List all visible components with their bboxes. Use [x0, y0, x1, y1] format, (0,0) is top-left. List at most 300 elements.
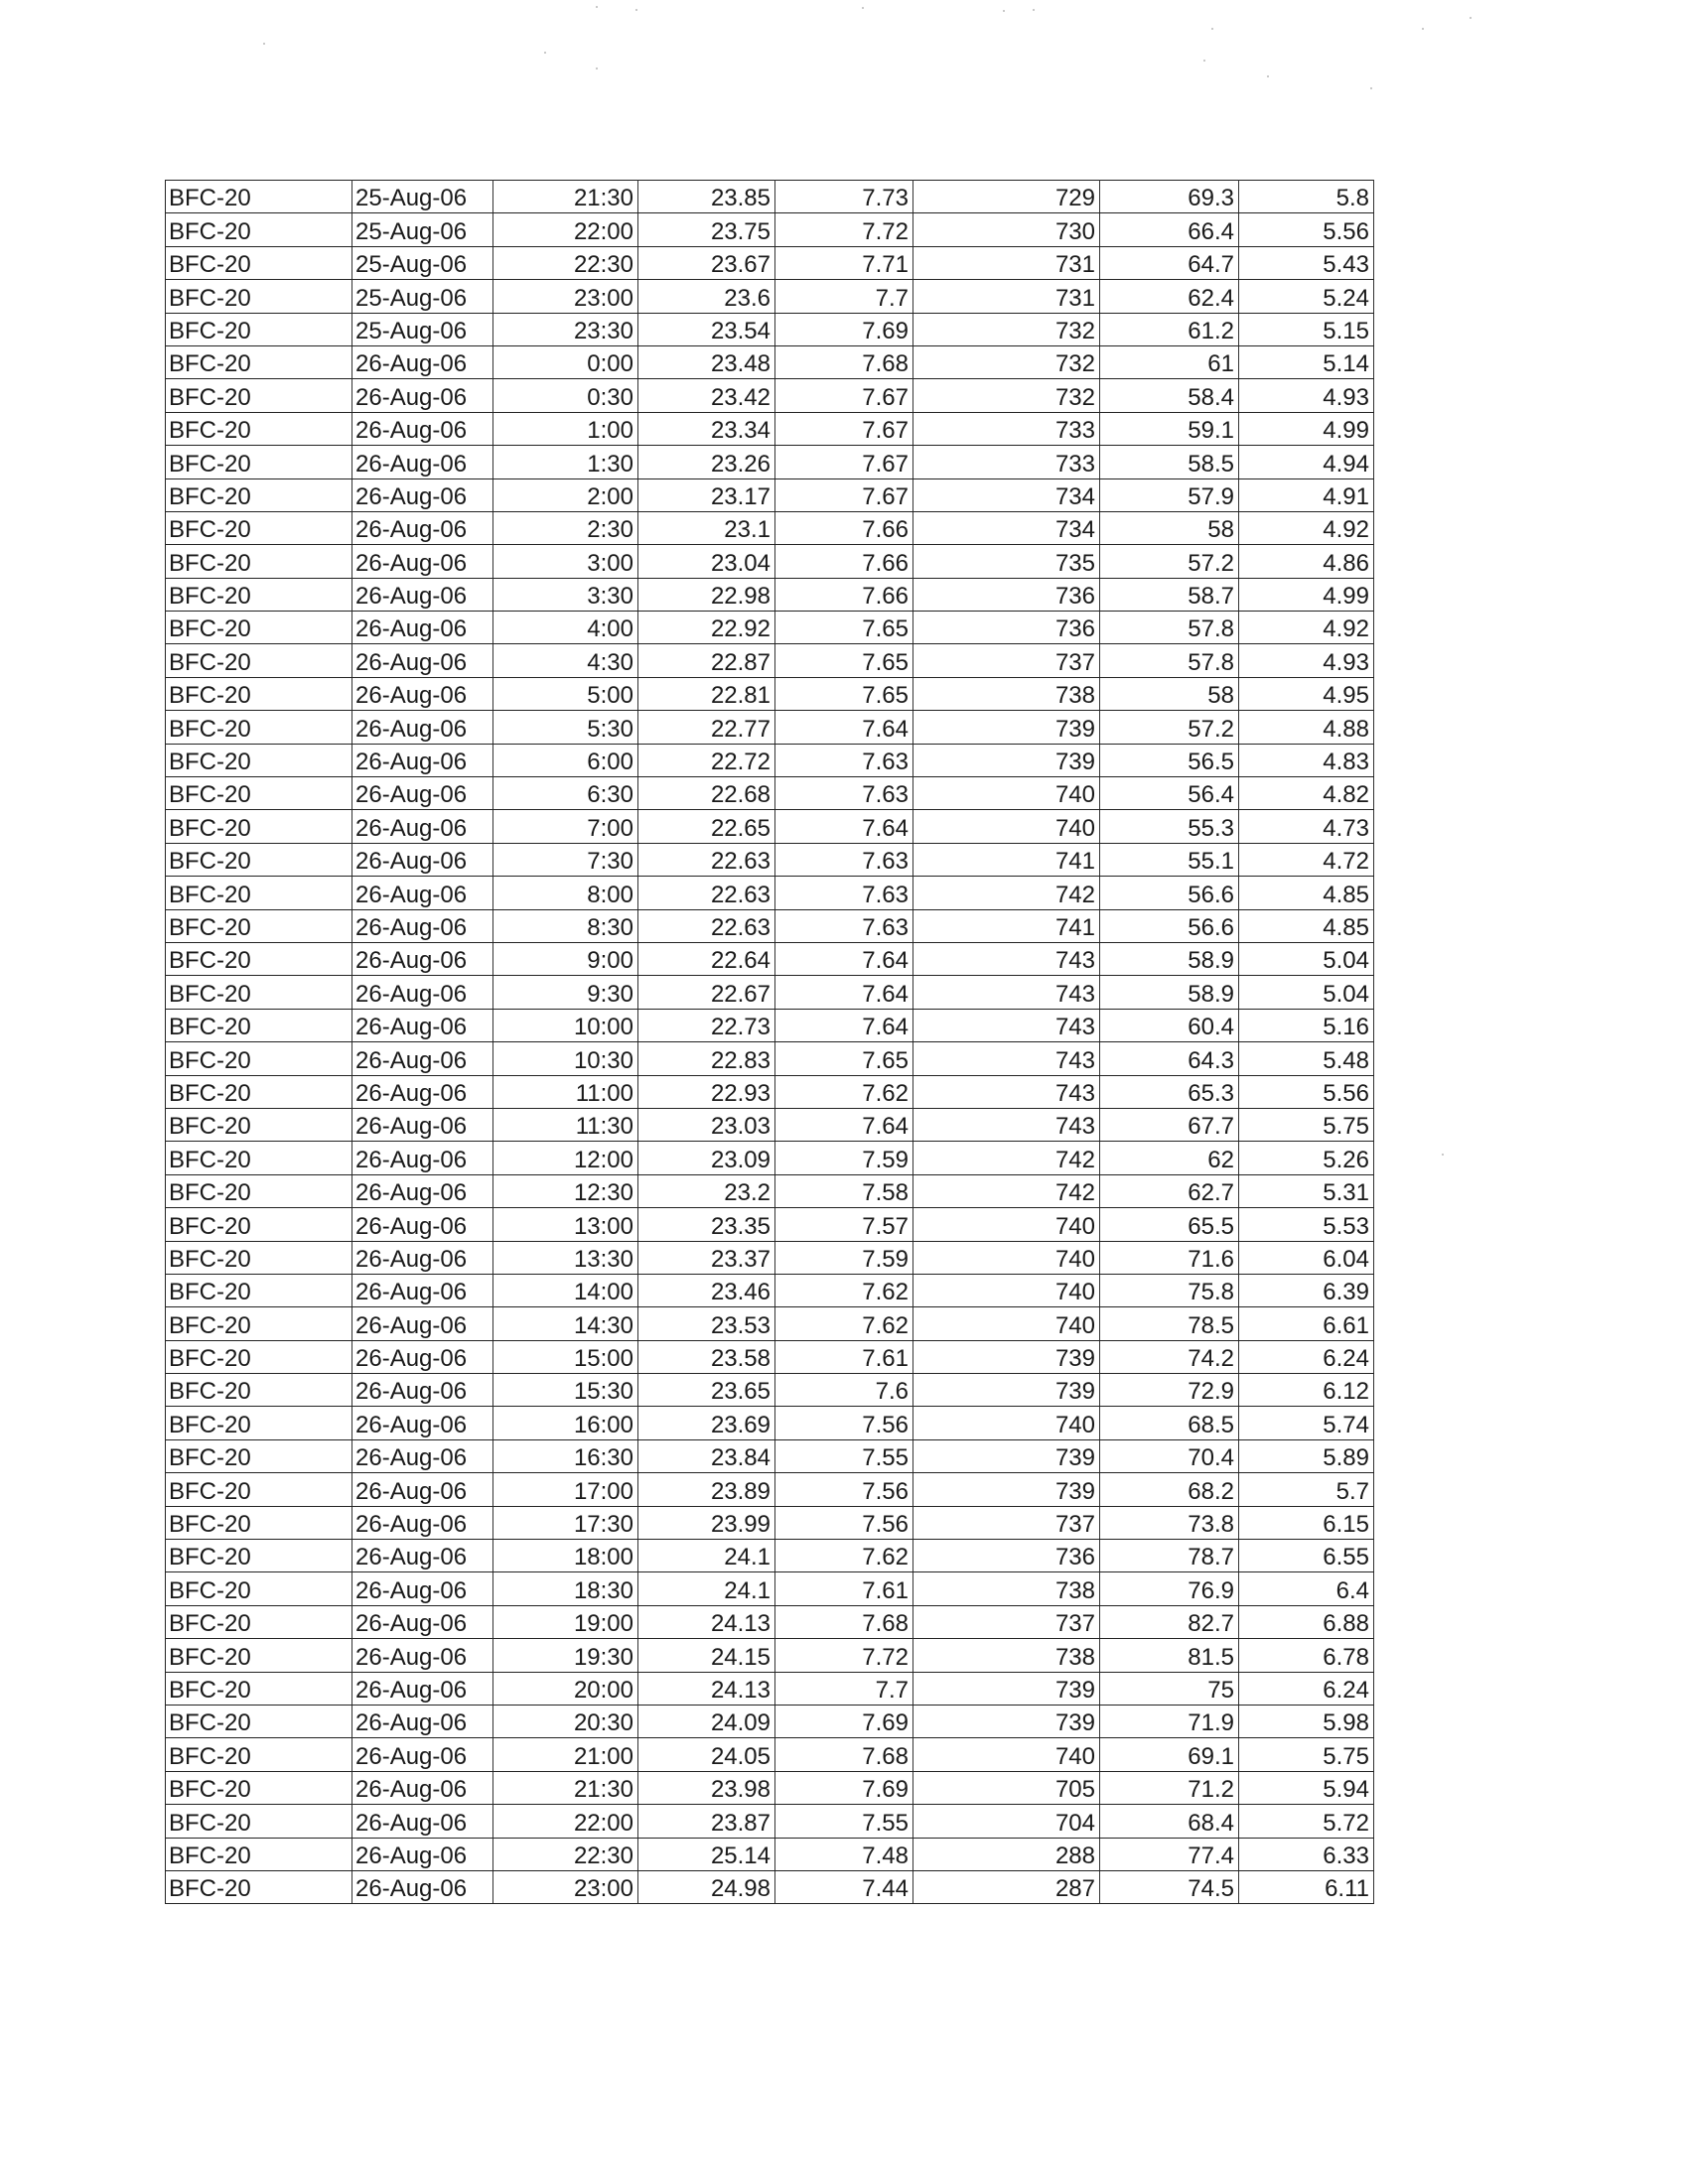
temperature-cell: 23.35: [638, 1208, 775, 1241]
date-cell: 25-Aug-06: [352, 246, 493, 279]
table-row: [166, 313, 1374, 345]
time-cell: 2:30: [493, 511, 638, 544]
time-cell: 16:30: [493, 1439, 638, 1472]
percent-saturation-cell: 74.2: [1100, 1340, 1239, 1373]
time-cell: 2:00: [493, 478, 638, 511]
time-cell: 17:00: [493, 1473, 638, 1506]
dissolved-oxygen-cell: 6.24: [1239, 1672, 1374, 1705]
date-cell: 26-Aug-06: [352, 1241, 493, 1274]
table-row: [166, 843, 1374, 876]
table-row: [166, 644, 1374, 677]
dissolved-oxygen-cell: 4.94: [1239, 446, 1374, 478]
station-id-cell: BFC-20: [166, 677, 352, 710]
time-cell: 17:30: [493, 1506, 638, 1539]
date-cell: 26-Aug-06: [352, 711, 493, 744]
date-cell: 26-Aug-06: [352, 446, 493, 478]
temperature-cell: 23.48: [638, 345, 775, 378]
percent-saturation-cell: 58: [1100, 511, 1239, 544]
temperature-cell: 23.37: [638, 1241, 775, 1274]
temperature-cell: 23.67: [638, 246, 775, 279]
temperature-cell: 23.26: [638, 446, 775, 478]
temperature-cell: 24.15: [638, 1639, 775, 1672]
conductivity-cell: 741: [913, 843, 1100, 876]
percent-saturation-cell: 56.6: [1100, 909, 1239, 942]
date-cell: 26-Aug-06: [352, 1705, 493, 1737]
dissolved-oxygen-cell: 5.7: [1239, 1473, 1374, 1506]
conductivity-cell: 737: [913, 1506, 1100, 1539]
temperature-cell: 24.13: [638, 1605, 775, 1638]
table-row: [166, 744, 1374, 776]
ph-cell: 7.64: [775, 942, 913, 975]
time-cell: 6:30: [493, 777, 638, 810]
temperature-cell: 22.83: [638, 1042, 775, 1075]
date-cell: 26-Aug-06: [352, 1439, 493, 1472]
temperature-cell: 23.58: [638, 1340, 775, 1373]
time-cell: 1:00: [493, 412, 638, 445]
temperature-cell: 22.68: [638, 777, 775, 810]
percent-saturation-cell: 58.7: [1100, 578, 1239, 611]
conductivity-cell: 287: [913, 1870, 1100, 1903]
ph-cell: 7.67: [775, 446, 913, 478]
temperature-cell: 23.09: [638, 1142, 775, 1174]
percent-saturation-cell: 57.2: [1100, 545, 1239, 578]
conductivity-cell: 735: [913, 545, 1100, 578]
time-cell: 22:00: [493, 1805, 638, 1838]
ph-cell: 7.48: [775, 1838, 913, 1870]
table-row: [166, 478, 1374, 511]
ph-cell: 7.72: [775, 1639, 913, 1672]
station-id-cell: BFC-20: [166, 1307, 352, 1340]
date-cell: 25-Aug-06: [352, 313, 493, 345]
date-cell: 26-Aug-06: [352, 1274, 493, 1306]
dissolved-oxygen-cell: 5.26: [1239, 1142, 1374, 1174]
percent-saturation-cell: 65.5: [1100, 1208, 1239, 1241]
table-row: [166, 412, 1374, 445]
ph-cell: 7.67: [775, 379, 913, 412]
table-row: [166, 612, 1374, 644]
station-id-cell: BFC-20: [166, 246, 352, 279]
time-cell: 13:30: [493, 1241, 638, 1274]
temperature-cell: 24.13: [638, 1672, 775, 1705]
table-row: [166, 1639, 1374, 1672]
percent-saturation-cell: 64.7: [1100, 246, 1239, 279]
dissolved-oxygen-cell: 5.31: [1239, 1174, 1374, 1207]
station-id-cell: BFC-20: [166, 1174, 352, 1207]
table-row: [166, 1142, 1374, 1174]
conductivity-cell: 730: [913, 213, 1100, 246]
ph-cell: 7.56: [775, 1407, 913, 1439]
temperature-cell: 24.05: [638, 1738, 775, 1771]
dissolved-oxygen-cell: 4.85: [1239, 909, 1374, 942]
scan-speck: [862, 7, 864, 9]
temperature-cell: 22.65: [638, 810, 775, 843]
percent-saturation-cell: 61.2: [1100, 313, 1239, 345]
dissolved-oxygen-cell: 4.93: [1239, 379, 1374, 412]
date-cell: 26-Aug-06: [352, 345, 493, 378]
percent-saturation-cell: 75.8: [1100, 1274, 1239, 1306]
station-id-cell: BFC-20: [166, 213, 352, 246]
conductivity-cell: 740: [913, 1407, 1100, 1439]
station-id-cell: BFC-20: [166, 843, 352, 876]
ph-cell: 7.57: [775, 1208, 913, 1241]
date-cell: 26-Aug-06: [352, 1572, 493, 1605]
percent-saturation-cell: 73.8: [1100, 1506, 1239, 1539]
ph-cell: 7.64: [775, 1009, 913, 1041]
table-row: [166, 1705, 1374, 1737]
ph-cell: 7.65: [775, 677, 913, 710]
station-id-cell: BFC-20: [166, 744, 352, 776]
time-cell: 21:00: [493, 1738, 638, 1771]
percent-saturation-cell: 71.9: [1100, 1705, 1239, 1737]
table-row: [166, 345, 1374, 378]
dissolved-oxygen-cell: 6.15: [1239, 1506, 1374, 1539]
table-row: [166, 1771, 1374, 1804]
station-id-cell: BFC-20: [166, 446, 352, 478]
date-cell: 26-Aug-06: [352, 877, 493, 909]
percent-saturation-cell: 68.4: [1100, 1805, 1239, 1838]
table-row: [166, 1838, 1374, 1870]
date-cell: 26-Aug-06: [352, 1075, 493, 1108]
station-id-cell: BFC-20: [166, 1241, 352, 1274]
date-cell: 26-Aug-06: [352, 1009, 493, 1041]
scan-speck: [635, 9, 637, 11]
station-id-cell: BFC-20: [166, 1639, 352, 1672]
ph-cell: 7.69: [775, 313, 913, 345]
time-cell: 3:00: [493, 545, 638, 578]
temperature-cell: 25.14: [638, 1838, 775, 1870]
station-id-cell: BFC-20: [166, 1506, 352, 1539]
table-row: [166, 1009, 1374, 1041]
ph-cell: 7.62: [775, 1307, 913, 1340]
dissolved-oxygen-cell: 5.8: [1239, 181, 1374, 213]
conductivity-cell: 743: [913, 942, 1100, 975]
station-id-cell: BFC-20: [166, 1274, 352, 1306]
station-id-cell: BFC-20: [166, 1540, 352, 1572]
station-id-cell: BFC-20: [166, 1009, 352, 1041]
table-row: [166, 677, 1374, 710]
temperature-cell: 24.98: [638, 1870, 775, 1903]
time-cell: 15:00: [493, 1340, 638, 1373]
dissolved-oxygen-cell: 6.4: [1239, 1572, 1374, 1605]
time-cell: 5:00: [493, 677, 638, 710]
table-row: [166, 1540, 1374, 1572]
temperature-cell: 23.54: [638, 313, 775, 345]
ph-cell: 7.69: [775, 1705, 913, 1737]
percent-saturation-cell: 81.5: [1100, 1639, 1239, 1672]
conductivity-cell: 737: [913, 1605, 1100, 1638]
dissolved-oxygen-cell: 6.39: [1239, 1274, 1374, 1306]
time-cell: 4:30: [493, 644, 638, 677]
time-cell: 21:30: [493, 1771, 638, 1804]
table-row: [166, 1407, 1374, 1439]
conductivity-cell: 736: [913, 612, 1100, 644]
measurement-table: [165, 180, 1374, 1904]
conductivity-cell: 740: [913, 810, 1100, 843]
time-cell: 12:30: [493, 1174, 638, 1207]
table-row: [166, 1672, 1374, 1705]
date-cell: 26-Aug-06: [352, 412, 493, 445]
percent-saturation-cell: 66.4: [1100, 213, 1239, 246]
date-cell: 26-Aug-06: [352, 1142, 493, 1174]
date-cell: 26-Aug-06: [352, 478, 493, 511]
percent-saturation-cell: 56.4: [1100, 777, 1239, 810]
ph-cell: 7.55: [775, 1805, 913, 1838]
time-cell: 18:00: [493, 1540, 638, 1572]
table-row: [166, 578, 1374, 611]
conductivity-cell: 740: [913, 777, 1100, 810]
conductivity-cell: 737: [913, 644, 1100, 677]
table-row: [166, 1738, 1374, 1771]
temperature-cell: 23.85: [638, 181, 775, 213]
temperature-cell: 23.1: [638, 511, 775, 544]
date-cell: 26-Aug-06: [352, 1307, 493, 1340]
date-cell: 26-Aug-06: [352, 1042, 493, 1075]
station-id-cell: BFC-20: [166, 942, 352, 975]
percent-saturation-cell: 75: [1100, 1672, 1239, 1705]
table-row: [166, 1241, 1374, 1274]
percent-saturation-cell: 70.4: [1100, 1439, 1239, 1472]
station-id-cell: BFC-20: [166, 711, 352, 744]
ph-cell: 7.63: [775, 909, 913, 942]
date-cell: 26-Aug-06: [352, 1473, 493, 1506]
ph-cell: 7.61: [775, 1572, 913, 1605]
station-id-cell: BFC-20: [166, 1340, 352, 1373]
time-cell: 20:00: [493, 1672, 638, 1705]
station-id-cell: BFC-20: [166, 1805, 352, 1838]
time-cell: 10:00: [493, 1009, 638, 1041]
conductivity-cell: 288: [913, 1838, 1100, 1870]
table-row: [166, 909, 1374, 942]
time-cell: 9:00: [493, 942, 638, 975]
station-id-cell: BFC-20: [166, 877, 352, 909]
conductivity-cell: 729: [913, 181, 1100, 213]
table-row: [166, 446, 1374, 478]
station-id-cell: BFC-20: [166, 412, 352, 445]
station-id-cell: BFC-20: [166, 1108, 352, 1141]
time-cell: 7:30: [493, 843, 638, 876]
table-row: [166, 1805, 1374, 1838]
conductivity-cell: 704: [913, 1805, 1100, 1838]
station-id-cell: BFC-20: [166, 1838, 352, 1870]
conductivity-cell: 742: [913, 877, 1100, 909]
time-cell: 11:30: [493, 1108, 638, 1141]
temperature-cell: 23.46: [638, 1274, 775, 1306]
dissolved-oxygen-cell: 5.75: [1239, 1108, 1374, 1141]
station-id-cell: BFC-20: [166, 777, 352, 810]
percent-saturation-cell: 71.2: [1100, 1771, 1239, 1804]
conductivity-cell: 733: [913, 412, 1100, 445]
station-id-cell: BFC-20: [166, 1042, 352, 1075]
station-id-cell: BFC-20: [166, 1374, 352, 1407]
ph-cell: 7.67: [775, 412, 913, 445]
date-cell: 26-Aug-06: [352, 1870, 493, 1903]
conductivity-cell: 732: [913, 345, 1100, 378]
temperature-cell: 22.63: [638, 909, 775, 942]
ph-cell: 7.61: [775, 1340, 913, 1373]
scan-speck: [1370, 87, 1372, 89]
date-cell: 26-Aug-06: [352, 644, 493, 677]
station-id-cell: BFC-20: [166, 379, 352, 412]
time-cell: 14:30: [493, 1307, 638, 1340]
date-cell: 26-Aug-06: [352, 942, 493, 975]
temperature-cell: 22.67: [638, 976, 775, 1009]
date-cell: 26-Aug-06: [352, 1639, 493, 1672]
dissolved-oxygen-cell: 5.24: [1239, 280, 1374, 313]
date-cell: 26-Aug-06: [352, 511, 493, 544]
date-cell: 26-Aug-06: [352, 1672, 493, 1705]
date-cell: 26-Aug-06: [352, 545, 493, 578]
percent-saturation-cell: 69.1: [1100, 1738, 1239, 1771]
time-cell: 7:00: [493, 810, 638, 843]
percent-saturation-cell: 69.3: [1100, 181, 1239, 213]
ph-cell: 7.65: [775, 1042, 913, 1075]
table-row: [166, 711, 1374, 744]
conductivity-cell: 740: [913, 1241, 1100, 1274]
scan-speck: [263, 43, 265, 45]
table-row: [166, 379, 1374, 412]
table-row: [166, 1340, 1374, 1373]
percent-saturation-cell: 82.7: [1100, 1605, 1239, 1638]
temperature-cell: 23.69: [638, 1407, 775, 1439]
percent-saturation-cell: 56.6: [1100, 877, 1239, 909]
table-row: [166, 1439, 1374, 1472]
ph-cell: 7.65: [775, 644, 913, 677]
time-cell: 5:30: [493, 711, 638, 744]
station-id-cell: BFC-20: [166, 612, 352, 644]
table-row: [166, 1506, 1374, 1539]
dissolved-oxygen-cell: 4.92: [1239, 511, 1374, 544]
table-row: [166, 1605, 1374, 1638]
temperature-cell: 24.09: [638, 1705, 775, 1737]
ph-cell: 7.6: [775, 1374, 913, 1407]
ph-cell: 7.65: [775, 612, 913, 644]
ph-cell: 7.68: [775, 345, 913, 378]
ph-cell: 7.64: [775, 810, 913, 843]
station-id-cell: BFC-20: [166, 1439, 352, 1472]
station-id-cell: BFC-20: [166, 909, 352, 942]
time-cell: 20:30: [493, 1705, 638, 1737]
temperature-cell: 23.17: [638, 478, 775, 511]
station-id-cell: BFC-20: [166, 1870, 352, 1903]
ph-cell: 7.66: [775, 511, 913, 544]
conductivity-cell: 734: [913, 478, 1100, 511]
ph-cell: 7.72: [775, 213, 913, 246]
temperature-cell: 23.65: [638, 1374, 775, 1407]
ph-cell: 7.58: [775, 1174, 913, 1207]
ph-cell: 7.59: [775, 1241, 913, 1274]
time-cell: 8:00: [493, 877, 638, 909]
ph-cell: 7.7: [775, 280, 913, 313]
date-cell: 26-Aug-06: [352, 1407, 493, 1439]
conductivity-cell: 732: [913, 379, 1100, 412]
ph-cell: 7.44: [775, 1870, 913, 1903]
date-cell: 26-Aug-06: [352, 1738, 493, 1771]
percent-saturation-cell: 58: [1100, 677, 1239, 710]
temperature-cell: 22.92: [638, 612, 775, 644]
conductivity-cell: 740: [913, 1208, 1100, 1241]
scan-speck: [1442, 1154, 1444, 1156]
date-cell: 26-Aug-06: [352, 1805, 493, 1838]
percent-saturation-cell: 62: [1100, 1142, 1239, 1174]
time-cell: 23:30: [493, 313, 638, 345]
percent-saturation-cell: 58.9: [1100, 976, 1239, 1009]
conductivity-cell: 738: [913, 1572, 1100, 1605]
station-id-cell: BFC-20: [166, 478, 352, 511]
percent-saturation-cell: 62.7: [1100, 1174, 1239, 1207]
dissolved-oxygen-cell: 4.91: [1239, 478, 1374, 511]
conductivity-cell: 738: [913, 1639, 1100, 1672]
conductivity-cell: 736: [913, 578, 1100, 611]
table-row: [166, 1572, 1374, 1605]
percent-saturation-cell: 58.5: [1100, 446, 1239, 478]
percent-saturation-cell: 57.9: [1100, 478, 1239, 511]
station-id-cell: BFC-20: [166, 181, 352, 213]
time-cell: 0:00: [493, 345, 638, 378]
date-cell: 26-Aug-06: [352, 612, 493, 644]
ph-cell: 7.64: [775, 711, 913, 744]
dissolved-oxygen-cell: 4.85: [1239, 877, 1374, 909]
date-cell: 26-Aug-06: [352, 1506, 493, 1539]
temperature-cell: 23.53: [638, 1307, 775, 1340]
percent-saturation-cell: 78.5: [1100, 1307, 1239, 1340]
time-cell: 23:00: [493, 280, 638, 313]
percent-saturation-cell: 74.5: [1100, 1870, 1239, 1903]
table-row: [166, 1174, 1374, 1207]
date-cell: 26-Aug-06: [352, 1540, 493, 1572]
dissolved-oxygen-cell: 5.16: [1239, 1009, 1374, 1041]
time-cell: 4:00: [493, 612, 638, 644]
dissolved-oxygen-cell: 4.88: [1239, 711, 1374, 744]
time-cell: 14:00: [493, 1274, 638, 1306]
ph-cell: 7.66: [775, 545, 913, 578]
dissolved-oxygen-cell: 4.95: [1239, 677, 1374, 710]
dissolved-oxygen-cell: 4.82: [1239, 777, 1374, 810]
temperature-cell: 22.64: [638, 942, 775, 975]
conductivity-cell: 743: [913, 976, 1100, 1009]
table-row: [166, 1307, 1374, 1340]
temperature-cell: 22.87: [638, 644, 775, 677]
time-cell: 10:30: [493, 1042, 638, 1075]
dissolved-oxygen-cell: 5.43: [1239, 246, 1374, 279]
conductivity-cell: 741: [913, 909, 1100, 942]
conductivity-cell: 740: [913, 1307, 1100, 1340]
percent-saturation-cell: 61: [1100, 345, 1239, 378]
date-cell: 26-Aug-06: [352, 379, 493, 412]
conductivity-cell: 739: [913, 1340, 1100, 1373]
station-id-cell: BFC-20: [166, 578, 352, 611]
scan-speck: [544, 52, 546, 54]
date-cell: 26-Aug-06: [352, 1108, 493, 1141]
time-cell: 18:30: [493, 1572, 638, 1605]
percent-saturation-cell: 72.9: [1100, 1374, 1239, 1407]
percent-saturation-cell: 65.3: [1100, 1075, 1239, 1108]
table-row: [166, 1108, 1374, 1141]
dissolved-oxygen-cell: 6.33: [1239, 1838, 1374, 1870]
conductivity-cell: 733: [913, 446, 1100, 478]
dissolved-oxygen-cell: 5.72: [1239, 1805, 1374, 1838]
station-id-cell: BFC-20: [166, 1075, 352, 1108]
station-id-cell: BFC-20: [166, 1407, 352, 1439]
station-id-cell: BFC-20: [166, 644, 352, 677]
temperature-cell: 24.1: [638, 1572, 775, 1605]
time-cell: 11:00: [493, 1075, 638, 1108]
conductivity-cell: 743: [913, 1042, 1100, 1075]
dissolved-oxygen-cell: 4.72: [1239, 843, 1374, 876]
scan-speck: [1211, 28, 1213, 30]
table-row: [166, 213, 1374, 246]
conductivity-cell: 738: [913, 677, 1100, 710]
table-row: [166, 1042, 1374, 1075]
